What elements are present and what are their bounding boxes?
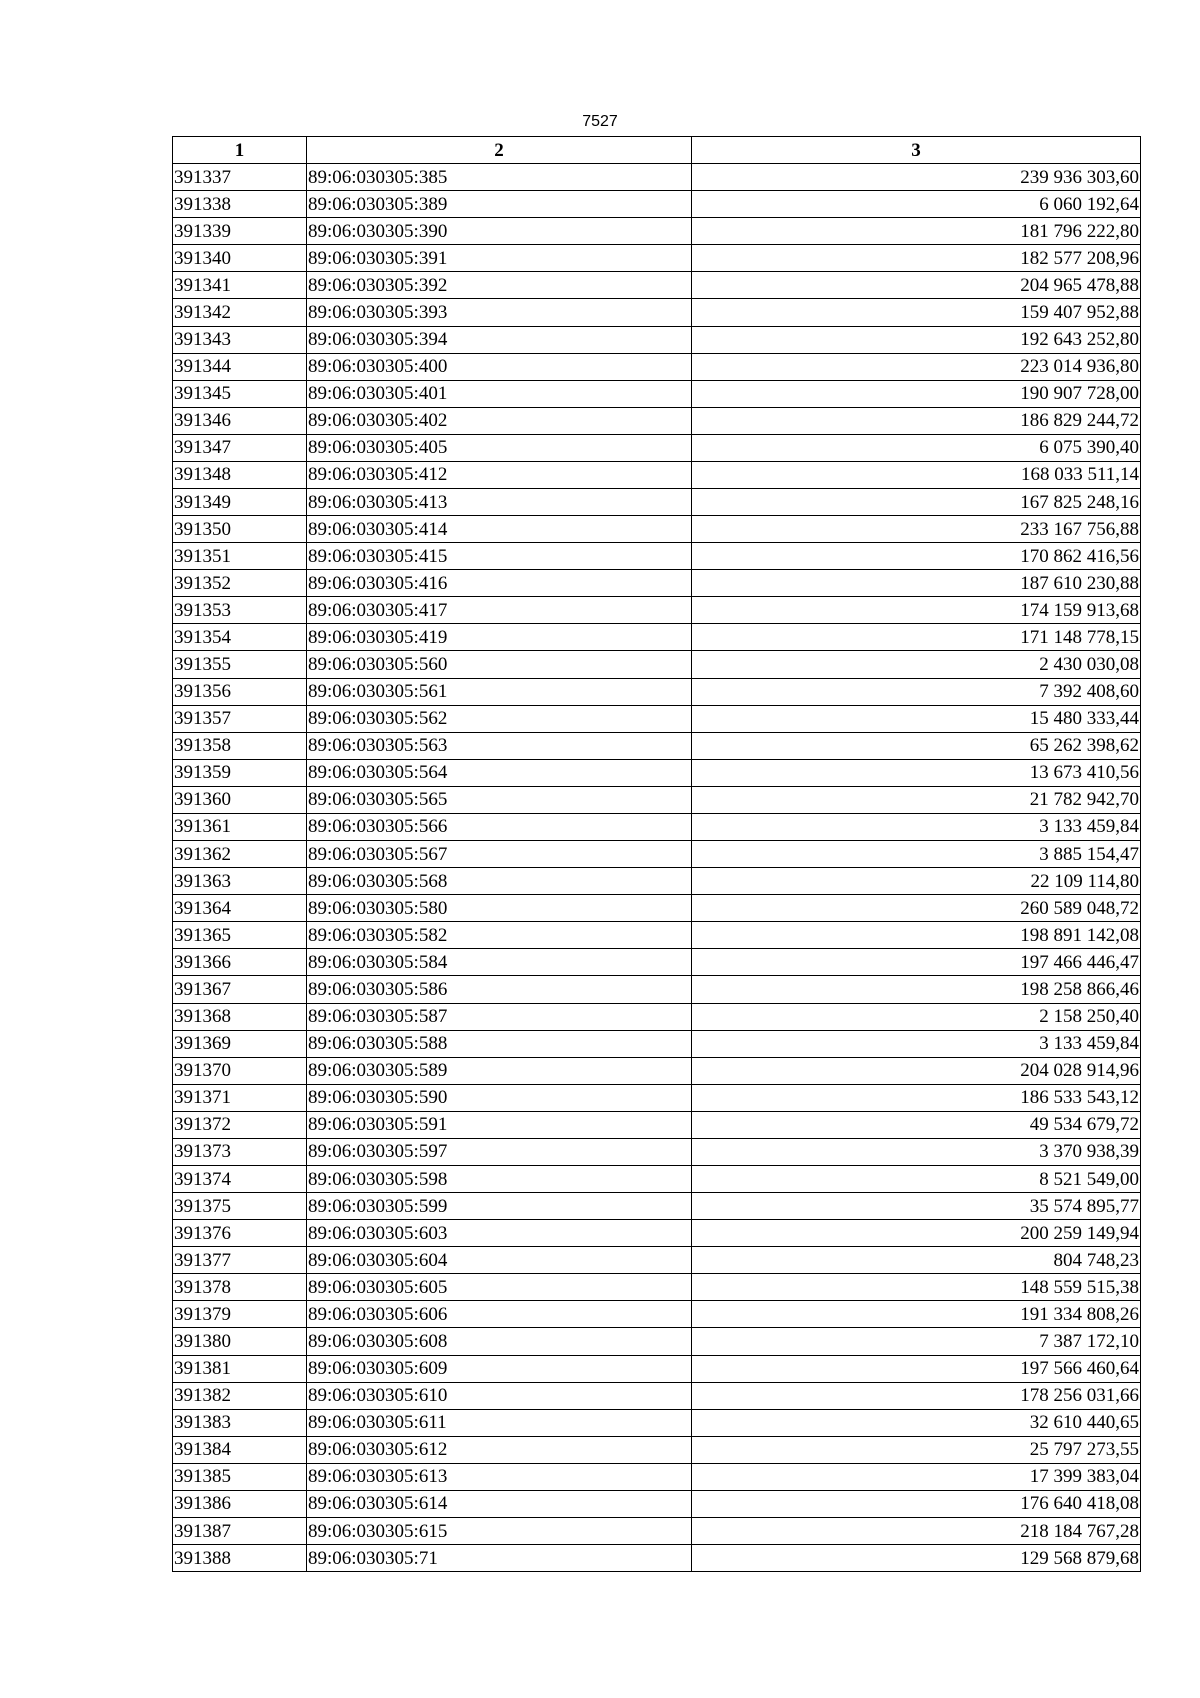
cadastral-value-cell: 17 399 383,04	[692, 1463, 1141, 1490]
row-number-cell: 391361	[173, 813, 307, 840]
cadastral-value-cell: 25 797 273,55	[692, 1436, 1141, 1463]
cadastral-number-cell: 89:06:030305:587	[307, 1003, 692, 1030]
table-row	[173, 380, 1141, 407]
row-number-cell: 391364	[173, 895, 307, 922]
cadastral-value-cell: 168 033 511,14	[692, 461, 1141, 488]
cadastral-value-cell: 6 060 192,64	[692, 191, 1141, 218]
cadastral-number-cell: 89:06:030305:413	[307, 489, 692, 516]
cadastral-number-cell: 89:06:030305:597	[307, 1138, 692, 1165]
row-number-cell: 391362	[173, 841, 307, 868]
table-row	[173, 1030, 1141, 1057]
table-row	[173, 489, 1141, 516]
row-number-cell: 391344	[173, 353, 307, 380]
table-row	[173, 407, 1141, 434]
cadastral-number-cell: 89:06:030305:610	[307, 1382, 692, 1409]
cadastral-number-cell: 89:06:030305:590	[307, 1084, 692, 1111]
cadastral-number-cell: 89:06:030305:614	[307, 1490, 692, 1517]
cadastral-value-cell: 65 262 398,62	[692, 732, 1141, 759]
table-row	[173, 841, 1141, 868]
cadastral-value-cell: 186 829 244,72	[692, 407, 1141, 434]
cadastral-value-cell: 6 075 390,40	[692, 434, 1141, 461]
row-number-cell: 391376	[173, 1220, 307, 1247]
table-row	[173, 1165, 1141, 1192]
cadastral-value-cell: 223 014 936,80	[692, 353, 1141, 380]
cadastral-value-cell: 204 028 914,96	[692, 1057, 1141, 1084]
row-number-cell: 391372	[173, 1111, 307, 1138]
cadastral-number-cell: 89:06:030305:612	[307, 1436, 692, 1463]
row-number-cell: 391380	[173, 1328, 307, 1355]
column-header-1: 1	[173, 137, 307, 164]
cadastral-number-cell: 89:06:030305:417	[307, 597, 692, 624]
row-number-cell: 391351	[173, 543, 307, 570]
row-number-cell: 391368	[173, 1003, 307, 1030]
cadastral-number-cell: 89:06:030305:419	[307, 624, 692, 651]
table-row	[173, 759, 1141, 786]
cadastral-number-cell: 89:06:030305:608	[307, 1328, 692, 1355]
table-row	[173, 1545, 1141, 1572]
cadastral-number-cell: 89:06:030305:580	[307, 895, 692, 922]
table-row	[173, 543, 1141, 570]
table-row	[173, 218, 1141, 245]
cadastral-value-cell: 129 568 879,68	[692, 1545, 1141, 1572]
row-number-cell: 391385	[173, 1463, 307, 1490]
cadastral-number-cell: 89:06:030305:591	[307, 1111, 692, 1138]
table-row	[173, 245, 1141, 272]
cadastral-value-cell: 204 965 478,88	[692, 272, 1141, 299]
cadastral-number-cell: 89:06:030305:400	[307, 353, 692, 380]
cadastral-number-cell: 89:06:030305:605	[307, 1274, 692, 1301]
row-number-cell: 391371	[173, 1084, 307, 1111]
cadastral-value-cell: 3 133 459,84	[692, 813, 1141, 840]
table-row	[173, 949, 1141, 976]
cadastral-value-cell: 2 430 030,08	[692, 651, 1141, 678]
table-row	[173, 1193, 1141, 1220]
cadastral-value-cell: 191 334 808,26	[692, 1301, 1141, 1328]
table-row	[173, 1084, 1141, 1111]
row-number-cell: 391358	[173, 732, 307, 759]
row-number-cell: 391365	[173, 922, 307, 949]
cadastral-number-cell: 89:06:030305:392	[307, 272, 692, 299]
cadastral-value-cell: 218 184 767,28	[692, 1517, 1141, 1544]
cadastral-value-cell: 260 589 048,72	[692, 895, 1141, 922]
table-row	[173, 1355, 1141, 1382]
table-row	[173, 732, 1141, 759]
cadastral-number-cell: 89:06:030305:565	[307, 786, 692, 813]
table-row	[173, 1220, 1141, 1247]
cadastral-value-cell: 170 862 416,56	[692, 543, 1141, 570]
cadastral-number-cell: 89:06:030305:613	[307, 1463, 692, 1490]
cadastral-number-cell: 89:06:030305:416	[307, 570, 692, 597]
cadastral-number-cell: 89:06:030305:604	[307, 1247, 692, 1274]
cadastral-value-cell: 197 466 446,47	[692, 949, 1141, 976]
cadastral-value-cell: 239 936 303,60	[692, 164, 1141, 191]
row-number-cell: 391384	[173, 1436, 307, 1463]
cadastral-value-cell: 186 533 543,12	[692, 1084, 1141, 1111]
cadastral-number-cell: 89:06:030305:567	[307, 841, 692, 868]
table-row	[173, 895, 1141, 922]
page-number: 7527	[582, 113, 618, 130]
row-number-cell: 391381	[173, 1355, 307, 1382]
cadastral-value-cell: 182 577 208,96	[692, 245, 1141, 272]
table-row	[173, 1517, 1141, 1544]
row-number-cell: 391382	[173, 1382, 307, 1409]
cadastral-value-cell: 3 133 459,84	[692, 1030, 1141, 1057]
cadastral-number-cell: 89:06:030305:606	[307, 1301, 692, 1328]
table-row	[173, 1274, 1141, 1301]
row-number-cell: 391387	[173, 1517, 307, 1544]
cadastral-number-cell: 89:06:030305:401	[307, 380, 692, 407]
row-number-cell: 391348	[173, 461, 307, 488]
table-row	[173, 976, 1141, 1003]
row-number-cell: 391370	[173, 1057, 307, 1084]
row-number-cell: 391345	[173, 380, 307, 407]
table-row	[173, 1003, 1141, 1030]
row-number-cell: 391346	[173, 407, 307, 434]
cadastral-number-cell: 89:06:030305:71	[307, 1545, 692, 1572]
table-row	[173, 570, 1141, 597]
row-number-cell: 391375	[173, 1193, 307, 1220]
register-table	[172, 136, 1141, 1572]
table-row	[173, 1138, 1141, 1165]
cadastral-value-cell: 3 885 154,47	[692, 841, 1141, 868]
cadastral-value-cell: 3 370 938,39	[692, 1138, 1141, 1165]
table-row	[173, 624, 1141, 651]
column-header-3: 3	[692, 137, 1141, 164]
row-number-cell: 391386	[173, 1490, 307, 1517]
cadastral-value-cell: 181 796 222,80	[692, 218, 1141, 245]
cadastral-value-cell: 7 387 172,10	[692, 1328, 1141, 1355]
row-number-cell: 391374	[173, 1165, 307, 1192]
cadastral-number-cell: 89:06:030305:598	[307, 1165, 692, 1192]
cadastral-number-cell: 89:06:030305:609	[307, 1355, 692, 1382]
row-number-cell: 391383	[173, 1409, 307, 1436]
table-row	[173, 516, 1141, 543]
cadastral-value-cell: 8 521 549,00	[692, 1165, 1141, 1192]
cadastral-value-cell: 233 167 756,88	[692, 516, 1141, 543]
cadastral-value-cell: 174 159 913,68	[692, 597, 1141, 624]
table-row	[173, 434, 1141, 461]
column-header-2: 2	[307, 137, 692, 164]
table-row	[173, 353, 1141, 380]
table-row	[173, 1247, 1141, 1274]
row-number-cell: 391367	[173, 976, 307, 1003]
cadastral-value-cell: 198 258 866,46	[692, 976, 1141, 1003]
cadastral-number-cell: 89:06:030305:561	[307, 678, 692, 705]
table-row	[173, 461, 1141, 488]
cadastral-number-cell: 89:06:030305:385	[307, 164, 692, 191]
table-row	[173, 922, 1141, 949]
table-row	[173, 597, 1141, 624]
table-row	[173, 868, 1141, 895]
cadastral-number-cell: 89:06:030305:415	[307, 543, 692, 570]
table-row	[173, 1328, 1141, 1355]
row-number-cell: 391359	[173, 759, 307, 786]
cadastral-number-cell: 89:06:030305:588	[307, 1030, 692, 1057]
cadastral-value-cell: 200 259 149,94	[692, 1220, 1141, 1247]
cadastral-number-cell: 89:06:030305:611	[307, 1409, 692, 1436]
table-row	[173, 164, 1141, 191]
row-number-cell: 391377	[173, 1247, 307, 1274]
cadastral-value-cell: 167 825 248,16	[692, 489, 1141, 516]
cadastral-number-cell: 89:06:030305:615	[307, 1517, 692, 1544]
cadastral-value-cell: 176 640 418,08	[692, 1490, 1141, 1517]
cadastral-value-cell: 32 610 440,65	[692, 1409, 1141, 1436]
cadastral-number-cell: 89:06:030305:568	[307, 868, 692, 895]
cadastral-value-cell: 187 610 230,88	[692, 570, 1141, 597]
cadastral-number-cell: 89:06:030305:405	[307, 434, 692, 461]
cadastral-value-cell: 49 534 679,72	[692, 1111, 1141, 1138]
cadastral-number-cell: 89:06:030305:389	[307, 191, 692, 218]
row-number-cell: 391379	[173, 1301, 307, 1328]
table-row	[173, 1490, 1141, 1517]
table-row	[173, 1057, 1141, 1084]
row-number-cell: 391355	[173, 651, 307, 678]
table-row	[173, 1382, 1141, 1409]
cadastral-number-cell: 89:06:030305:562	[307, 705, 692, 732]
cadastral-value-cell: 2 158 250,40	[692, 1003, 1141, 1030]
table-row	[173, 651, 1141, 678]
table-row	[173, 326, 1141, 353]
table-row	[173, 272, 1141, 299]
row-number-cell: 391343	[173, 326, 307, 353]
row-number-cell: 391339	[173, 218, 307, 245]
row-number-cell: 391349	[173, 489, 307, 516]
cadastral-number-cell: 89:06:030305:582	[307, 922, 692, 949]
cadastral-value-cell: 159 407 952,88	[692, 299, 1141, 326]
row-number-cell: 391369	[173, 1030, 307, 1057]
table-row	[173, 1436, 1141, 1463]
cadastral-number-cell: 89:06:030305:584	[307, 949, 692, 976]
row-number-cell: 391356	[173, 678, 307, 705]
row-number-cell: 391347	[173, 434, 307, 461]
cadastral-value-cell: 171 148 778,15	[692, 624, 1141, 651]
table-row	[173, 1463, 1141, 1490]
row-number-cell: 391357	[173, 705, 307, 732]
table-row	[173, 705, 1141, 732]
cadastral-number-cell: 89:06:030305:414	[307, 516, 692, 543]
table-row	[173, 1301, 1141, 1328]
row-number-cell: 391388	[173, 1545, 307, 1572]
table-body	[173, 164, 1141, 1572]
cadastral-number-cell: 89:06:030305:599	[307, 1193, 692, 1220]
row-number-cell: 391337	[173, 164, 307, 191]
row-number-cell: 391350	[173, 516, 307, 543]
table-row	[173, 813, 1141, 840]
cadastral-value-cell: 13 673 410,56	[692, 759, 1141, 786]
cadastral-number-cell: 89:06:030305:394	[307, 326, 692, 353]
row-number-cell: 391341	[173, 272, 307, 299]
cadastral-number-cell: 89:06:030305:560	[307, 651, 692, 678]
cadastral-value-cell: 190 907 728,00	[692, 380, 1141, 407]
table-row	[173, 1111, 1141, 1138]
row-number-cell: 391363	[173, 868, 307, 895]
cadastral-number-cell: 89:06:030305:563	[307, 732, 692, 759]
cadastral-number-cell: 89:06:030305:603	[307, 1220, 692, 1247]
cadastral-value-cell: 35 574 895,77	[692, 1193, 1141, 1220]
cadastral-value-cell: 198 891 142,08	[692, 922, 1141, 949]
cadastral-value-cell: 15 480 333,44	[692, 705, 1141, 732]
cadastral-number-cell: 89:06:030305:390	[307, 218, 692, 245]
row-number-cell: 391338	[173, 191, 307, 218]
header-row	[173, 137, 1141, 164]
cadastral-number-cell: 89:06:030305:412	[307, 461, 692, 488]
cadastral-value-cell: 21 782 942,70	[692, 786, 1141, 813]
table-row	[173, 786, 1141, 813]
cadastral-value-cell: 197 566 460,64	[692, 1355, 1141, 1382]
cadastral-value-cell: 178 256 031,66	[692, 1382, 1141, 1409]
cadastral-number-cell: 89:06:030305:586	[307, 976, 692, 1003]
row-number-cell: 391352	[173, 570, 307, 597]
row-number-cell: 391354	[173, 624, 307, 651]
cadastral-number-cell: 89:06:030305:589	[307, 1057, 692, 1084]
cadastral-value-cell: 804 748,23	[692, 1247, 1141, 1274]
row-number-cell: 391366	[173, 949, 307, 976]
table-row	[173, 299, 1141, 326]
cadastral-value-cell: 148 559 515,38	[692, 1274, 1141, 1301]
cadastral-number-cell: 89:06:030305:564	[307, 759, 692, 786]
cadastral-value-cell: 7 392 408,60	[692, 678, 1141, 705]
table-row	[173, 1409, 1141, 1436]
row-number-cell: 391378	[173, 1274, 307, 1301]
table-row	[173, 191, 1141, 218]
cadastral-number-cell: 89:06:030305:391	[307, 245, 692, 272]
cadastral-value-cell: 192 643 252,80	[692, 326, 1141, 353]
cadastral-number-cell: 89:06:030305:402	[307, 407, 692, 434]
row-number-cell: 391373	[173, 1138, 307, 1165]
cadastral-number-cell: 89:06:030305:393	[307, 299, 692, 326]
table-row	[173, 678, 1141, 705]
row-number-cell: 391342	[173, 299, 307, 326]
row-number-cell: 391353	[173, 597, 307, 624]
row-number-cell: 391360	[173, 786, 307, 813]
cadastral-number-cell: 89:06:030305:566	[307, 813, 692, 840]
cadastral-value-cell: 22 109 114,80	[692, 868, 1141, 895]
row-number-cell: 391340	[173, 245, 307, 272]
